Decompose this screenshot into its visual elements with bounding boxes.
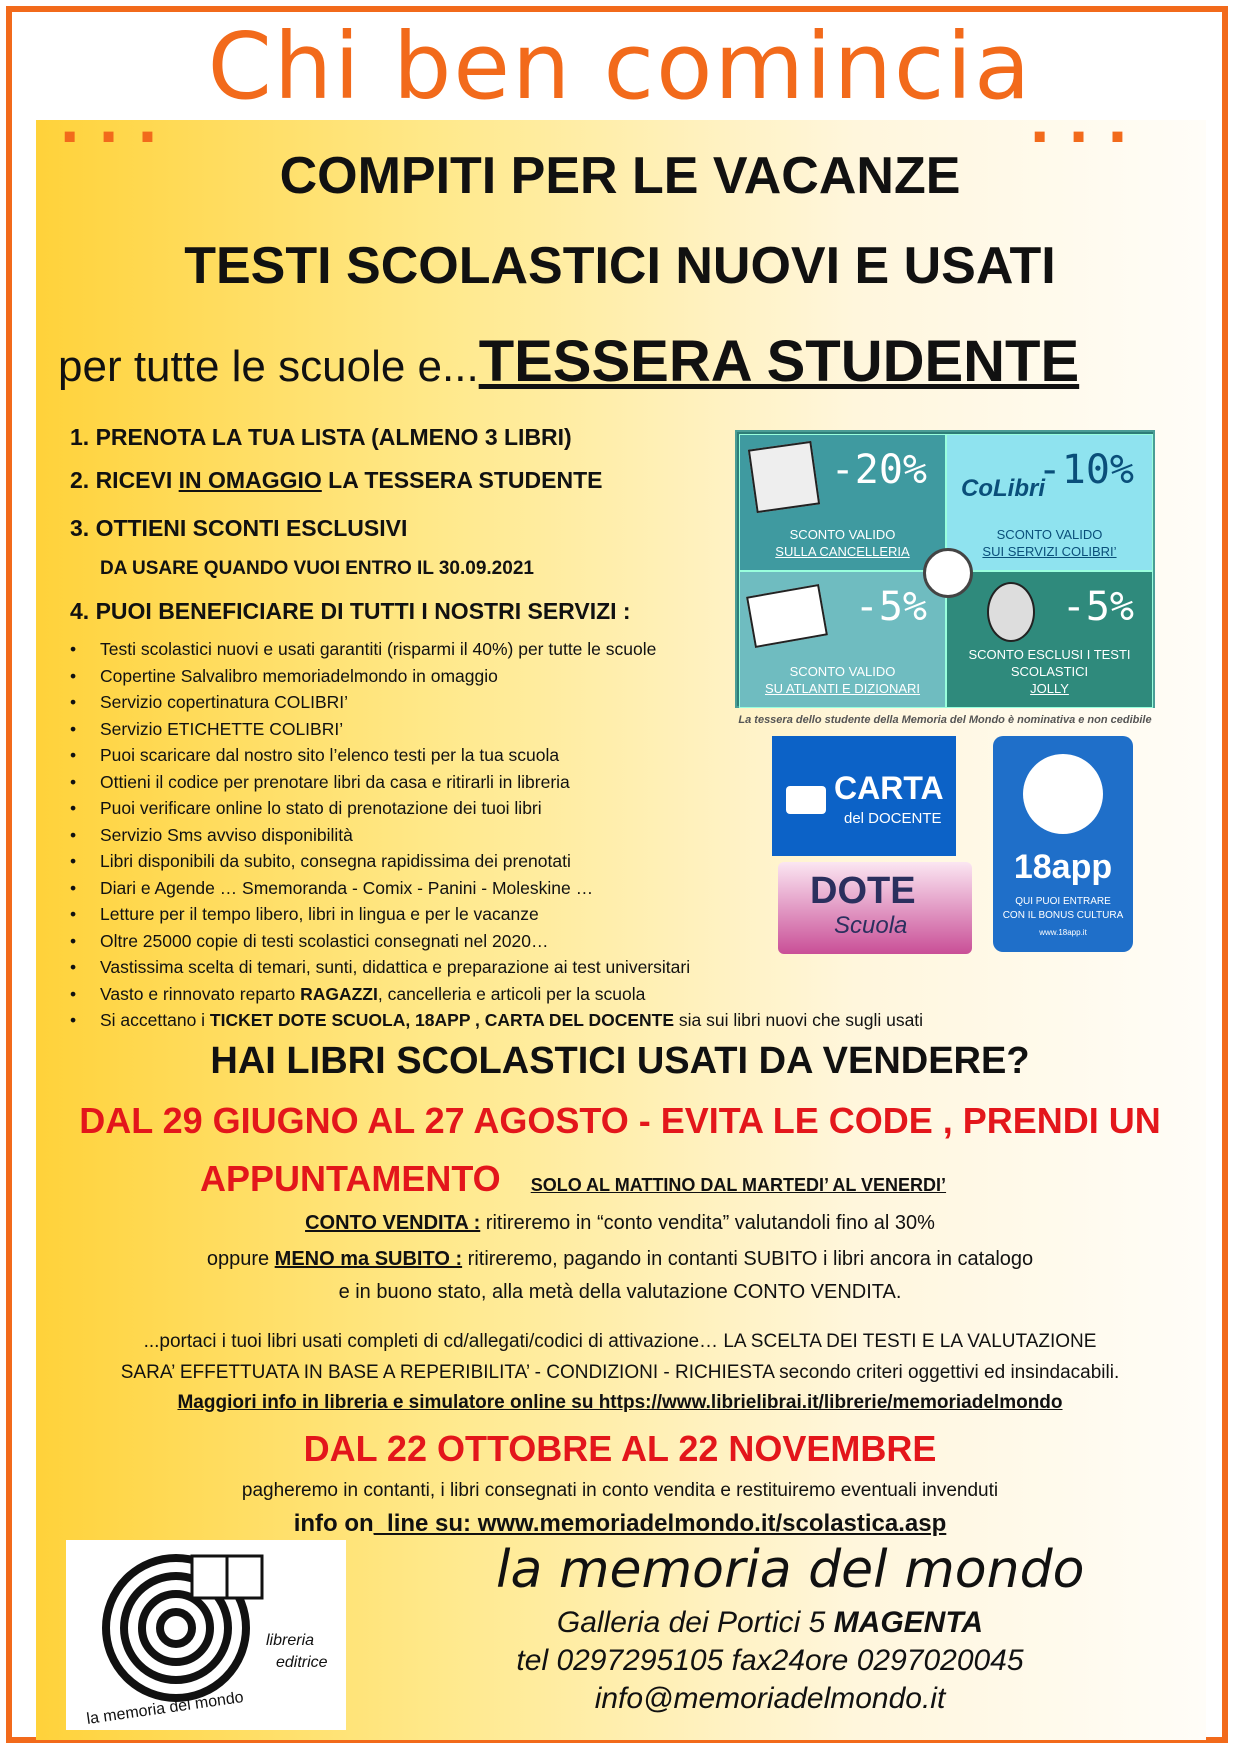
- sell-period-2: DAL 22 OTTOBRE AL 22 NOVEMBRE: [303, 1428, 937, 1469]
- sell-appointment: APPUNTAMENTO SOLO AL MATTINO DAL MARTEDI’ AL VENERDI’: [200, 1158, 947, 1199]
- book-icon: [746, 584, 828, 648]
- carta-docente-logo: CARTA del DOCENTE: [772, 736, 956, 856]
- step-3-note: DA USARE QUANDO VUOI ENTRO IL 30.09.2021: [100, 558, 534, 579]
- step-3: 3. OTTIENI SCONTI ESCLUSIVI: [70, 515, 408, 541]
- step-2: 2. RICEVI IN OMAGGIO LA TESSERA STUDENTE: [70, 467, 603, 493]
- heading-testi: TESTI SCOLASTICI NUOVI E USATI: [184, 237, 1056, 295]
- headline-dots-left: . . .: [60, 79, 158, 157]
- list-item: • Servizio ETICHETTE COLIBRI’: [70, 716, 770, 743]
- list-item: • Ottieni il codice per prenotare libri da casa e ritirarli in libreria: [70, 769, 770, 796]
- store-name: la memoria del mondo: [496, 1540, 1085, 1600]
- pencil-icon: [748, 441, 820, 513]
- headline: Chi ben comincia: [207, 13, 1033, 120]
- card-note: La tessera dello studente della Memoria del Mondo è nominativa e non cedibile: [738, 714, 1152, 726]
- list-item: • Letture per il tempo libero, libri in lingua e per le vacanze: [70, 901, 770, 928]
- discount-colibri: CoLibri -10% SCONTO VALIDO SUI SERVIZI COLIBRI’: [946, 434, 1153, 571]
- list-item: • Si accettano i TICKET DOTE SCUOLA, 18APP , CARTA DEL DOCENTE sia sui libri nuovi che sugli usati: [70, 1007, 770, 1034]
- colibri-logo: CoLibri: [961, 475, 1045, 502]
- heading-tessera: per tutte le scuole e...TESSERA STUDENTE: [58, 329, 1080, 394]
- store-email[interactable]: info@memoriadelmondo.it: [594, 1682, 946, 1715]
- list-item: • Oltre 25000 copie di testi scolastici consegnati nel 2020…: [70, 928, 770, 955]
- list-item: • Copertine Salvalibro memoriadelmondo in omaggio: [70, 663, 770, 690]
- list-item: • Servizio Sms avviso disponibilità: [70, 822, 770, 849]
- 18app-logo: 18app QUI PUOI ENTRARE CON IL BONUS CULTURA www.18app.it: [993, 736, 1133, 952]
- simulator-link[interactable]: Maggiori info in libreria e simulatore online su https://www.librielibrai.it/librerie/memoriadelmondo: [177, 1392, 1063, 1413]
- list-item: • Diari e Agende … Smemoranda - Comix - Panini - Moleskine …: [70, 875, 770, 902]
- meno-subito-line: oppure MENO ma SUBITO : ritireremo, pagando in contanti SUBITO i libri ancora in catalogo: [206, 1248, 1034, 1270]
- heading-compiti: COMPITI PER LE VACANZE: [279, 147, 961, 205]
- info-line-2: SARA’ EFFETTUATA IN BASE A REPERIBILITA’ - CONDIZIONI - RICHIESTA secondo criteri oggettivi ed insindacabili.: [120, 1362, 1120, 1383]
- jester-icon: [987, 582, 1035, 642]
- sell-question: HAI LIBRI SCOLASTICI USATI DA VENDERE?: [210, 1040, 1030, 1082]
- info-line-1: ...portaci i tuoi libri usati completi di cd/allegati/codici di attivazione… LA SCELTA DEI TESTI E LA VALUTAZIONE: [143, 1331, 1097, 1352]
- meno-subito-line-2: e in buono stato, alla metà della valutazione CONTO VENDITA.: [338, 1281, 902, 1303]
- thumb-up-icon: [1023, 754, 1103, 834]
- tessera-highlight: TESSERA STUDENTE: [478, 329, 1080, 394]
- headline-dots-right: . . .: [1030, 79, 1128, 157]
- list-item: • Libri disponibili da subito, consegna rapidissima dei prenotati: [70, 848, 770, 875]
- list-item: • Puoi scaricare dal nostro sito l’elenco testi per la tua scuola: [70, 742, 770, 769]
- list-item: • Servizio copertinatura COLIBRI’: [70, 689, 770, 716]
- store-address: Galleria dei Portici 5 MAGENTA: [556, 1606, 984, 1639]
- list-item: • Testi scolastici nuovi e usati garantiti (risparmi il 40%) per tutte le scuole: [70, 636, 770, 663]
- step-4: 4. PUOI BENEFICIARE DI TUTTI I NOSTRI SERVIZI :: [70, 598, 631, 624]
- discount-jolly: -5% SCONTO ESCLUSI I TESTI SCOLASTICI JOLLY: [946, 571, 1153, 708]
- sell-period-1: DAL 29 GIUGNO AL 27 AGOSTO - EVITA LE CODE , PRENDI UN: [79, 1100, 1161, 1141]
- dote-scuola-logo: DOTE Scuola: [778, 862, 972, 954]
- payment-line: pagheremo in contanti, i libri consegnati in conto vendita e restituiremo eventuali invenduti: [241, 1480, 999, 1501]
- discount-stationery: -20% SCONTO VALIDO SULLA CANCELLERIA: [739, 434, 946, 571]
- list-item: • Vastissima scelta di temari, sunti, didattica e preparazione ai test universitari: [70, 954, 770, 981]
- bookstore-logo: la memoria del mondo libreria editrice: [66, 1540, 346, 1730]
- list-item: • Vasto e rinnovato reparto RAGAZZI, cancelleria e articoli per la scuola: [70, 981, 770, 1008]
- student-card: [735, 430, 1155, 708]
- list-item: • Puoi verificare online lo stato di prenotazione dei tuoi libri: [70, 795, 770, 822]
- discount-atlases: -5% SCONTO VALIDO SU ATLANTI E DIZIONARI: [739, 571, 946, 708]
- step-1: 1. PRENOTA LA TUA LISTA (ALMENO 3 LIBRI): [70, 424, 572, 450]
- qr-card-icon: [786, 786, 826, 814]
- store-phone: tel 0297295105 fax24ore 0297020045: [516, 1644, 1024, 1677]
- card-seal: [923, 548, 973, 598]
- online-info-link[interactable]: info on_line su: www.memoriadelmondo.it/scolastica.asp: [293, 1510, 947, 1537]
- conto-vendita-line: CONTO VENDITA : ritireremo in “conto vendita” valutandoli fino al 30%: [305, 1212, 935, 1234]
